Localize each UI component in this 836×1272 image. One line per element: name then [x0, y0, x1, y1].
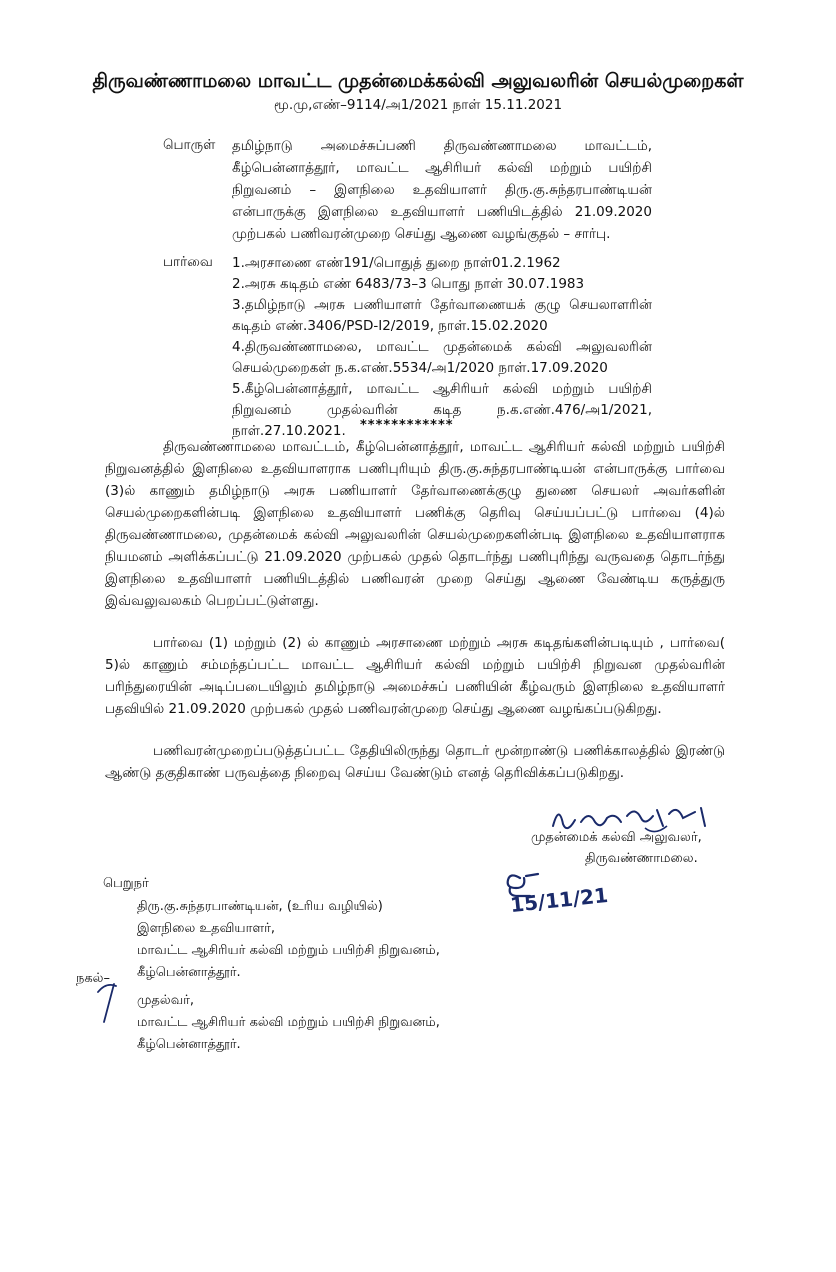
body-paragraph-3: பணிவரன்முறைப்படுத்தப்பட்ட தேதியிலிருந்து தொடர் மூன்றாண்டு பணிக்காலத்தில் இரண்டு ஆண்டு தகுதிகாண் பருவத்தை நிறைவு செய்ய வேண்டும் எனத் தெரிவிக்கப்படுகிறது. — [105, 743, 725, 781]
subject-text: தமிழ்நாடு அமைச்சுப்பணி திருவண்ணாமலை மாவட்டம், கீழ்பென்னாத்தூர், மாவட்ட ஆசிரியர் கல்வி மற்றும் பயிற்சி நிறுவனம் – இளநிலை உதவியாளர் திரு.கு.சுந்தரபாண்டியன் என்பாருக்கு இளநிலை உதவியாளர் பணியிடத்தில் 21.09.2020 முற்பகல் பணிவரன்முறை செய்து ஆணை வழங்குதல் – சார்பு. — [232, 138, 652, 242]
signatory-designation: முதன்மைக் கல்வி அலுவலர், — [531, 830, 702, 845]
copy-line: கீழ்பென்னாத்தூர். — [137, 1037, 241, 1052]
reference-item-5: 5.கீழ்பென்னாத்தூர், மாவட்ட ஆசிரியர் கல்வி மற்றும் பயிற்சி நிறுவனம் முதல்வரின் கடித ந.க.எண்.476/அ1/2021, நாள்.27.10.2021. — [232, 381, 652, 439]
recipient-address — [137, 896, 440, 984]
signatory-place: திருவண்ணாமலை. — [585, 851, 698, 866]
recipient-line: மாவட்ட ஆசிரியர் கல்வி மற்றும் பயிற்சி நிறுவனம், — [137, 943, 440, 958]
page-title: திருவண்ணாமலை மாவட்ட முதன்மைக்கல்வி அலுவலரின் செயல்முறைகள் — [92, 70, 744, 92]
body-paragraph-1: திருவண்ணாமலை மாவட்டம், கீழ்பென்னாத்தூர், மாவட்ட ஆசிரியர் கல்வி மற்றும் பயிற்சி நிறுவனத்தில் இளநிலை உதவியாளராக பணிபுரியும் திரு.கு.சுந்தரபாண்டியன் என்பாருக்கு பார்வை (3)ல் காணும் தமிழ்நாடு அரசு பணியாளர் தேர்வாணைக்குழு துணை செயலர் அவர்களின் செயல்முறைகளின்படி இளநிலை உதவியாளர் பணிக்கு தெரிவு செய்யப்பட்டு பார்வை (4)ல் திருவண்ணாமலை, முதன்மைக் கல்வி அலுவலரின் செயல்முறைகளின்படி இளநிலை உதவியாளராக நியமனம் அளிக்கப்பட்டு 21.09.2020 முற்பகல் முதல் தொடர்ந்து பணிபுரிந்து வருவதை தொடர்ந்து இளநிலை உதவியாளர் பணியிடத்தில் பணிவரன் முறை செய்து ஆணை வேண்டிய கருத்துரு இவ்வலுவலகம் பெறப்பட்டுள்ளது. — [105, 439, 725, 609]
copy-address — [137, 990, 440, 1056]
subject-label: பொருள் — [163, 137, 216, 153]
recipient-line: கீழ்பென்னாத்தூர். — [137, 965, 241, 980]
reference-item-3: 3.தமிழ்நாடு அரசு பணியாளர் தேர்வாணையக் குழு செயலாளரின் கடிதம் எண்.3406/PSD-I2/2019, நாள்.15.02.2020 — [232, 297, 652, 334]
references-list — [232, 253, 652, 442]
separator-stars: ************ — [360, 418, 454, 433]
reference-item-2: 2.அரசு கடிதம் எண் 6483/73–3 பொது நாள் 30.07.1983 — [232, 276, 585, 292]
reference-item-1: 1.அரசாணை எண்191/பொதுத் துறை நாள்01.2.1962 — [232, 255, 561, 271]
recipient-line: திரு.கு.சுந்தரபாண்டியன், (உரிய வழியில்) — [137, 899, 383, 914]
handwritten-date: 15/11/21 — [509, 882, 610, 918]
body-paragraph-2: பார்வை (1) மற்றும் (2) ல் காணும் அரசாணை மற்றும் அரசு கடிதங்களின்படியும் , பார்வை( 5)ல் காணும் சம்மந்தப்பட்ட மாவட்ட ஆசிரியர் கல்வி மற்றும் பயிற்சி நிறுவன முதல்வரின் பரிந்துரையின் அடிப்படையிலும் தமிழ்நாடு அமைச்சுப் பணியின் கீழ்வரும் இளநிலை உதவியாளர் பதவியில் 21.09.2020 முற்பகல் முதல் பணிவரன்முறை செய்து ஆணை வழங்கப்படுகிறது. — [105, 635, 725, 717]
handwritten-copy-mark — [90, 972, 130, 1028]
reference-item-4: 4.திருவண்ணாமலை, மாவட்ட முதன்மைக் கல்வி அலுவலரின் செயல்முறைகள் ந.க.எண்.5534/அ1/2020 நாள்.17.09.2020 — [232, 339, 652, 376]
copy-line: முதல்வர், — [137, 993, 195, 1008]
recipient-line: இளநிலை உதவியாளர், — [137, 921, 276, 936]
copy-line: மாவட்ட ஆசிரியர் கல்வி மற்றும் பயிற்சி நிறுவனம், — [137, 1015, 440, 1030]
recipient-label: பெறுநர் — [103, 876, 149, 891]
references-label: பார்வை — [163, 254, 213, 270]
copy-label: நகல்– — [76, 971, 110, 986]
reference-number: மூ.மு,எண்–9114/அ1/2021 நாள் 15.11.2021 — [273, 97, 563, 113]
